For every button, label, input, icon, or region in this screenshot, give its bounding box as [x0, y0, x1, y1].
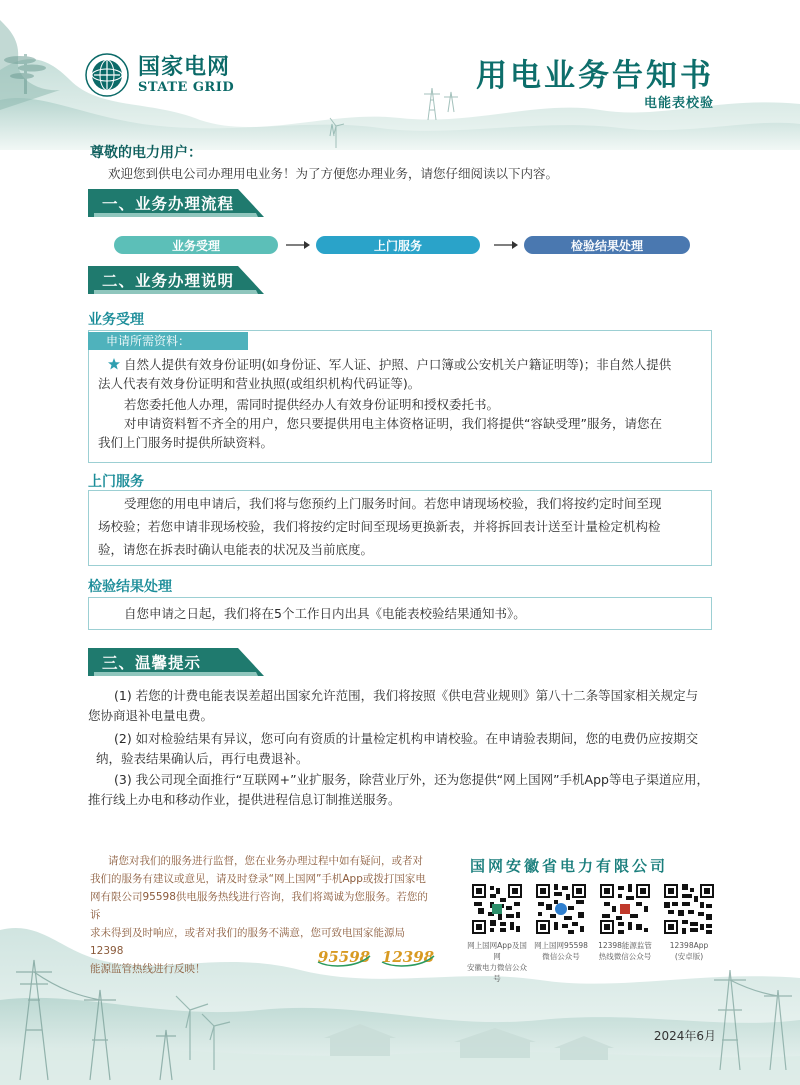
section-3-title: 三、温馨提示 [102, 654, 202, 672]
onsite-line-2: 场校验；若您申请非现场校验，我们将按约定时间至现场更换新表，并将拆回表计送至计量检定机构检 [98, 519, 661, 534]
hotline-95598-logo [316, 946, 372, 968]
qr-caption-line: (安卓版) [674, 952, 704, 961]
notice-line: 能源监管热线进行反映！ [90, 963, 206, 975]
qr-caption-line: 微信公众号 [542, 952, 580, 961]
state-grid-logo [84, 52, 234, 98]
issue-date: 2024年6月 [653, 1029, 716, 1043]
notice-line: 网有限公司95598供电服务热线进行咨询，我们将竭诚为您服务。若您的诉 [90, 891, 428, 921]
tip-2-line-2: 纳，验表结果确认后，再行电费退补。 [96, 751, 309, 766]
acceptance-paragraph-1-line-1: 自然人提供有效身份证明(如身份证、军人证、护照、户口簿或公安机关户籍证明等)；非自然人提供 [124, 357, 672, 372]
tip-1-line-1: (1) 若您的计费电能表误差超出国家允许范围，我们将按照《供电营业规则》第八十二条等国家相关规定与 [114, 688, 699, 703]
flow-step-result-handling [524, 236, 690, 254]
arrow-right-icon [494, 238, 518, 252]
flow-step-label: 业务受理 [171, 238, 220, 253]
notice-line: 我们的服务有建议或意见，请及时登录“网上国网”手机App或拨打国家电 [90, 873, 426, 885]
section-1-banner [88, 189, 264, 217]
subheading-acceptance: 业务受理 [88, 312, 144, 328]
qr-caption [528, 940, 594, 962]
acceptance-paragraph-3-line-1: 对申请资料暂不齐全的用户，您只要提供用电主体资格证明，我们将提供“容缺受理”服务，请您在 [124, 416, 662, 431]
hotline-number: 95598 [317, 948, 371, 966]
subheading-onsite-service: 上门服务 [88, 474, 144, 490]
state-grid-emblem-icon [84, 52, 130, 98]
intro-text: 欢迎您到供电公司办理用电业务！为了方便您办理业务，请您仔细阅读以下内容。 [108, 166, 559, 181]
qr-code-icon[interactable] [472, 884, 522, 934]
document-title: 用电业务告知书 [476, 58, 714, 94]
onsite-line-1: 受理您的用电申请后，我们将与您预约上门服务时间。若您申请现场校验，我们将按约定时间至现 [124, 496, 662, 511]
flow-step-onsite-service [316, 236, 480, 254]
hotline-swoosh-icon [380, 946, 436, 968]
section-1-title: 一、业务办理流程 [102, 195, 235, 213]
section-2-title: 二、业务办理说明 [102, 272, 235, 290]
logo-english-name: STATE GRID [138, 79, 235, 95]
qr-caption [656, 940, 722, 962]
acceptance-paragraph-1-line-2: 法人代表有效身份证明和营业执照(或组织机构代码证等)。 [98, 376, 421, 391]
tip-3-line-1: (3) 我公司现全面推行“互联网+”业扩服务，除营业厅外，还为您提供“网上国网”手机App等电子渠道应用， [114, 772, 709, 787]
logo-chinese-name: 国家电网 [138, 54, 231, 80]
qr-caption-line: 12398App [669, 941, 709, 950]
notice-line: 请您对我们的服务进行监督，您在业务办理过程中如有疑问，或者对 [108, 855, 423, 867]
acceptance-paragraph-3-line-2: 我们上门服务时提供所缺资料。 [98, 435, 274, 450]
company-name: 国网安徽省电力有限公司 [470, 857, 669, 875]
greeting: 尊敬的电力用户： [90, 145, 202, 161]
tip-2-line-1: (2) 如对检验结果有异议，您可向有资质的计量检定机构申请校验。在申请验表期间，您的电费仍应按期交 [114, 731, 699, 746]
qr-code-icon[interactable] [664, 884, 714, 934]
hotline-12398-logo [380, 946, 436, 968]
required-materials-label: 申请所需资料： [88, 332, 248, 350]
document-subtitle: 电能表校验 [643, 96, 714, 111]
qr-caption-line: 12398能源监管 [598, 941, 652, 950]
onsite-line-3: 验，请您在拆表时确认电能表的状况及当前底度。 [98, 542, 374, 557]
section-3-banner [88, 648, 264, 676]
qr-code-icon[interactable] [536, 884, 586, 934]
qr-caption-line: 网上国网95598 [534, 941, 588, 950]
result-handling-text: 自您申请之日起，我们将在5个工作日内出具《电能表校验结果通知书》。 [124, 606, 526, 621]
qr-caption-line: 热线微信公众号 [598, 952, 652, 961]
star-icon [108, 358, 120, 370]
qr-caption [592, 940, 658, 962]
qr-caption-line: 网上国网App及国网 [467, 941, 527, 961]
arrow-right-icon [286, 238, 310, 252]
notice-line: 求未得到及时响应，或者对我们的服务不满意，您可致电国家能源局12398 [90, 927, 405, 957]
subheading-result-handling: 检验结果处理 [88, 579, 172, 595]
qr-caption [464, 940, 530, 984]
flow-step-label: 检验结果处理 [570, 238, 643, 253]
flow-step-label: 上门服务 [373, 238, 422, 253]
hotline-number: 12398 [381, 948, 435, 966]
tip-3-line-2: 推行线上办电和移动作业，提供进程信息订制推送服务。 [88, 792, 401, 807]
tip-1-line-2: 您协商退补电量电费。 [88, 708, 214, 723]
qr-caption-line: 安徽电力微信公众号 [467, 963, 527, 983]
qr-code-icon[interactable] [600, 884, 650, 934]
hotline-swoosh-icon [316, 946, 372, 968]
acceptance-paragraph-2: 若您委托他人办理，需同时提供经办人有效身份证明和授权委托书。 [124, 397, 500, 412]
section-2-banner [88, 266, 264, 294]
flow-step-acceptance [114, 236, 278, 254]
